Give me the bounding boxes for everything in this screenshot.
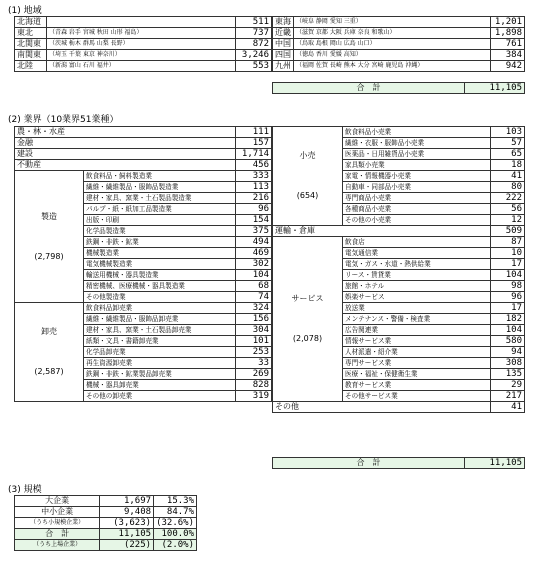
industry-subsector-value: 216 bbox=[236, 193, 272, 204]
industry-value: 1,714 bbox=[236, 149, 272, 160]
industry-subsector-value: 17 bbox=[491, 303, 525, 314]
scale-name: 中小企業 bbox=[15, 507, 100, 518]
industry-subsector: その他の小売業 bbox=[343, 215, 491, 226]
industry-subsector-value: 104 bbox=[236, 270, 272, 281]
region-prefectures: （滋賀 京都 大阪 兵庫 奈良 和歌山） bbox=[294, 28, 491, 39]
industry-subsector-value: 494 bbox=[236, 237, 272, 248]
table-row bbox=[15, 39, 272, 50]
industry-subsector-value: 17 bbox=[491, 259, 525, 270]
industry-subsector: 鉄鋼・非鉄・鉱業製品卸売業 bbox=[84, 369, 236, 380]
scale-name: 大企業 bbox=[15, 496, 100, 507]
table-row bbox=[15, 171, 272, 182]
industry-subsector: 放送業 bbox=[343, 303, 491, 314]
table-row bbox=[15, 50, 272, 61]
industry-subsector-value: 57 bbox=[491, 138, 525, 149]
industry-subsector: 紙類・文具・書籍卸売業 bbox=[84, 336, 236, 347]
region-value: 553 bbox=[236, 61, 272, 72]
region-name: 東海 bbox=[273, 17, 294, 28]
section-title-industry: (2) 業界（10業界51業種） bbox=[8, 115, 119, 125]
industry-subsector-value: 222 bbox=[491, 193, 525, 204]
industry-subsector: 化学品卸売業 bbox=[84, 347, 236, 358]
region-prefectures: （新潟 富山 石川 福井） bbox=[47, 61, 236, 72]
industry-subsector: 情報サービス業 bbox=[343, 336, 491, 347]
region-name: 北関東 bbox=[15, 39, 47, 50]
region-prefectures: （鳥取 島根 岡山 広島 山口） bbox=[294, 39, 491, 50]
industry-value: 509 bbox=[491, 226, 525, 237]
industry-value: 157 bbox=[236, 138, 272, 149]
industry-group-label bbox=[15, 171, 84, 303]
industry-subsector-value: 68 bbox=[236, 281, 272, 292]
industry-subsector: 家具類小売業 bbox=[343, 160, 491, 171]
industry-subsector-value: 324 bbox=[236, 303, 272, 314]
industry-subsector: 飲食店 bbox=[343, 237, 491, 248]
industry-subsector: 機械製造業 bbox=[84, 248, 236, 259]
industry-subsector-value: 154 bbox=[236, 215, 272, 226]
region-value: 1,201 bbox=[491, 17, 525, 28]
table-row bbox=[15, 127, 272, 138]
table-row bbox=[273, 17, 525, 28]
industry-subsector-value: 96 bbox=[491, 292, 525, 303]
region-table-left bbox=[14, 16, 272, 72]
scale-total-label: 合 計 bbox=[15, 529, 100, 540]
industry-subsector-value: 304 bbox=[236, 325, 272, 336]
scale-pct: (32.6%) bbox=[154, 518, 197, 529]
region-prefectures: （青森 岩手 宮城 秋田 山形 福島） bbox=[47, 28, 236, 39]
region-total-label: 合 計 bbox=[273, 83, 465, 94]
industry-subsector-value: 104 bbox=[491, 270, 525, 281]
industry-subsector-value: 217 bbox=[491, 391, 525, 402]
table-row bbox=[273, 61, 525, 72]
industry-subsector: 電気通信業 bbox=[343, 248, 491, 259]
industry-subsector: 旅館・ホテル bbox=[343, 281, 491, 292]
industry-total-value: 11,105 bbox=[465, 458, 525, 469]
industry-subsector: 広告関連業 bbox=[343, 325, 491, 336]
industry-subsector-value: 308 bbox=[491, 358, 525, 369]
industry-subsector-value: 29 bbox=[491, 380, 525, 391]
section-title-region: (1) 地域 bbox=[8, 6, 42, 16]
table-row bbox=[273, 28, 525, 39]
industry-subsector-value: 10 bbox=[491, 248, 525, 259]
region-name: 南関東 bbox=[15, 50, 47, 61]
industry-name: 金融 bbox=[15, 138, 236, 149]
industry-subsector: その他の卸売業 bbox=[84, 391, 236, 402]
industry-subsector-value: 80 bbox=[491, 182, 525, 193]
industry-subsector: 繊維・繊維製品・服飾品卸売業 bbox=[84, 314, 236, 325]
region-name: 九州 bbox=[273, 61, 294, 72]
industry-group-label bbox=[273, 237, 343, 402]
scale-total-pct: 100.0% bbox=[154, 529, 197, 540]
industry-subsector: 教育サービス業 bbox=[343, 380, 491, 391]
industry-group-name: サービス bbox=[291, 294, 324, 303]
industry-group-count: (2,587) bbox=[34, 367, 64, 376]
industry-subsector-value: 828 bbox=[236, 380, 272, 391]
region-prefectures: （岐阜 静岡 愛知 三重） bbox=[294, 17, 491, 28]
table-row bbox=[15, 138, 272, 149]
scale-value: (3,623) bbox=[100, 518, 154, 529]
industry-subsector: 自動車・同部品小売業 bbox=[343, 182, 491, 193]
region-prefectures bbox=[47, 17, 236, 28]
region-name: 北陸 bbox=[15, 61, 47, 72]
industry-subsector: 繊維・繊維製品・服飾品製造業 bbox=[84, 182, 236, 193]
scale-listed-pct: (2.0%) bbox=[154, 540, 197, 551]
industry-subsector: 飲食料品・飼料製造業 bbox=[84, 171, 236, 182]
table-row bbox=[273, 226, 525, 237]
industry-subsector-value: 12 bbox=[491, 215, 525, 226]
region-value: 3,246 bbox=[236, 50, 272, 61]
region-prefectures: （徳島 香川 愛媛 高知） bbox=[294, 50, 491, 61]
region-prefectures: （茨城 栃木 群馬 山梨 長野） bbox=[47, 39, 236, 50]
industry-name: その他 bbox=[273, 402, 491, 413]
industry-subsector-value: 253 bbox=[236, 347, 272, 358]
industry-subsector: 医薬品・日用雑貨品小売業 bbox=[343, 149, 491, 160]
industry-subsector-value: 182 bbox=[491, 314, 525, 325]
industry-group-name: 製造 bbox=[41, 211, 57, 221]
region-value: 737 bbox=[236, 28, 272, 39]
industry-value: 456 bbox=[236, 160, 272, 171]
table-row bbox=[15, 28, 272, 39]
industry-subsector: 精密機械、医療機械・器具製造業 bbox=[84, 281, 236, 292]
industry-subsector: 建材・家具、窯業・土石製品製造業 bbox=[84, 193, 236, 204]
table-row bbox=[273, 127, 525, 138]
industry-subsector-value: 98 bbox=[491, 281, 525, 292]
industry-subsector: 飲食料品卸売業 bbox=[84, 303, 236, 314]
table-row bbox=[273, 39, 525, 50]
industry-name: 農・林・水産 bbox=[15, 127, 236, 138]
industry-subsector-value: 56 bbox=[491, 204, 525, 215]
scale-value: 1,697 bbox=[100, 496, 154, 507]
industry-value: 41 bbox=[491, 402, 525, 413]
industry-subsector-value: 375 bbox=[236, 226, 272, 237]
industry-subsector-value: 302 bbox=[236, 259, 272, 270]
scale-value: 9,408 bbox=[100, 507, 154, 518]
industry-subsector-value: 33 bbox=[236, 358, 272, 369]
industry-name: 建設 bbox=[15, 149, 236, 160]
region-name: 四国 bbox=[273, 50, 294, 61]
industry-subsector: その他サービス業 bbox=[343, 391, 491, 402]
scale-total-value: 11,105 bbox=[100, 529, 154, 540]
industry-group-label bbox=[15, 303, 84, 402]
industry-subsector-value: 94 bbox=[491, 347, 525, 358]
industry-subsector: その他製造業 bbox=[84, 292, 236, 303]
industry-subsector: 家電・情報機器小売業 bbox=[343, 171, 491, 182]
scale-pct: 84.7% bbox=[154, 507, 197, 518]
industry-subsector: 鉄鋼・非鉄・鉱業 bbox=[84, 237, 236, 248]
table-row bbox=[15, 149, 272, 160]
industry-subsector: メンテナンス・警備・検査業 bbox=[343, 314, 491, 325]
industry-subsector: 化学品製造業 bbox=[84, 226, 236, 237]
industry-subsector: 専門サービス業 bbox=[343, 358, 491, 369]
industry-group-name: 小売 bbox=[299, 151, 316, 160]
scale-pct: 15.3% bbox=[154, 496, 197, 507]
industry-group-count: (2,078) bbox=[292, 334, 323, 343]
industry-subsector-value: 580 bbox=[491, 336, 525, 347]
table-row bbox=[273, 402, 525, 413]
region-name: 近畿 bbox=[273, 28, 294, 39]
industry-subsector: 電気・ガス・水道・熱供給業 bbox=[343, 259, 491, 270]
region-value: 761 bbox=[491, 39, 525, 50]
industry-group-count: (2,798) bbox=[34, 251, 64, 261]
region-value: 872 bbox=[236, 39, 272, 50]
region-value: 384 bbox=[491, 50, 525, 61]
industry-subsector-value: 41 bbox=[491, 171, 525, 182]
industry-subsector: パルプ・紙・紙加工品製造業 bbox=[84, 204, 236, 215]
industry-subsector: 飲食料品小売業 bbox=[343, 127, 491, 138]
industry-table-left bbox=[14, 126, 272, 402]
table-row bbox=[15, 518, 197, 529]
industry-subsector-value: 18 bbox=[491, 160, 525, 171]
industry-subsector: 専門商品小売業 bbox=[343, 193, 491, 204]
region-value: 942 bbox=[491, 61, 525, 72]
scale-listed-label: （うち上場企業） bbox=[15, 540, 100, 551]
industry-subsector-value: 156 bbox=[236, 314, 272, 325]
industry-subsector-value: 333 bbox=[236, 171, 272, 182]
industry-subsector-value: 469 bbox=[236, 248, 272, 259]
industry-subsector: リース・賃貸業 bbox=[343, 270, 491, 281]
region-name: 北海道 bbox=[15, 17, 47, 28]
industry-subsector: 各種商品小売業 bbox=[343, 204, 491, 215]
industry-subsector: 人材派遣・紹介業 bbox=[343, 347, 491, 358]
industry-subsector: 電気機械製造業 bbox=[84, 259, 236, 270]
industry-subsector-value: 65 bbox=[491, 149, 525, 160]
industry-name: 不動産 bbox=[15, 160, 236, 171]
region-name: 中国 bbox=[273, 39, 294, 50]
industry-subsector: 輸送用機械・器具製造業 bbox=[84, 270, 236, 281]
table-row bbox=[15, 303, 272, 314]
region-total bbox=[272, 82, 525, 94]
industry-total-label: 合 計 bbox=[273, 458, 465, 469]
industry-subsector-value: 103 bbox=[491, 127, 525, 138]
industry-subsector-value: 74 bbox=[236, 292, 272, 303]
industry-subsector-value: 104 bbox=[491, 325, 525, 336]
industry-subsector: 医療・福祉・保健衛生業 bbox=[343, 369, 491, 380]
industry-name: 運輸・倉庫 bbox=[273, 226, 491, 237]
scale-name: （うち小規模企業） bbox=[15, 518, 100, 529]
table-row bbox=[273, 237, 525, 248]
region-name: 東北 bbox=[15, 28, 47, 39]
industry-table-right bbox=[272, 126, 525, 413]
region-prefectures: （埼玉 千葉 東京 神奈川） bbox=[47, 50, 236, 61]
industry-subsector-value: 96 bbox=[236, 204, 272, 215]
industry-subsector-value: 113 bbox=[236, 182, 272, 193]
region-total-value: 11,105 bbox=[465, 83, 525, 94]
industry-subsector: 出版・印刷 bbox=[84, 215, 236, 226]
region-prefectures: （福岡 佐賀 長崎 熊本 大分 宮崎 鹿児島 沖縄） bbox=[294, 61, 491, 72]
section-title-scale: (3) 規模 bbox=[8, 485, 42, 495]
industry-subsector-value: 101 bbox=[236, 336, 272, 347]
table-row bbox=[15, 160, 272, 171]
table-row bbox=[15, 61, 272, 72]
scale-listed-value: (225) bbox=[100, 540, 154, 551]
industry-subsector: 機械・器具卸売業 bbox=[84, 380, 236, 391]
table-row bbox=[15, 17, 272, 28]
table-row bbox=[273, 50, 525, 61]
region-value: 511 bbox=[236, 17, 272, 28]
table-row bbox=[15, 496, 197, 507]
industry-subsector-value: 135 bbox=[491, 369, 525, 380]
industry-subsector: 再生資源卸売業 bbox=[84, 358, 236, 369]
industry-value: 111 bbox=[236, 127, 272, 138]
industry-subsector-value: 269 bbox=[236, 369, 272, 380]
industry-subsector: 建材・家具、窯業・土石製品卸売業 bbox=[84, 325, 236, 336]
industry-subsector: 繊維・衣服・服飾品小売業 bbox=[343, 138, 491, 149]
industry-group-label bbox=[273, 127, 343, 226]
industry-group-name: 卸売 bbox=[41, 327, 57, 336]
scale-table bbox=[14, 495, 197, 551]
industry-subsector-value: 87 bbox=[491, 237, 525, 248]
industry-total bbox=[272, 457, 525, 469]
industry-subsector: 娯楽サービス bbox=[343, 292, 491, 303]
industry-subsector-value: 319 bbox=[236, 391, 272, 402]
table-row bbox=[15, 507, 197, 518]
region-value: 1,898 bbox=[491, 28, 525, 39]
region-table-right bbox=[272, 16, 525, 72]
industry-group-count: (654) bbox=[296, 191, 319, 200]
